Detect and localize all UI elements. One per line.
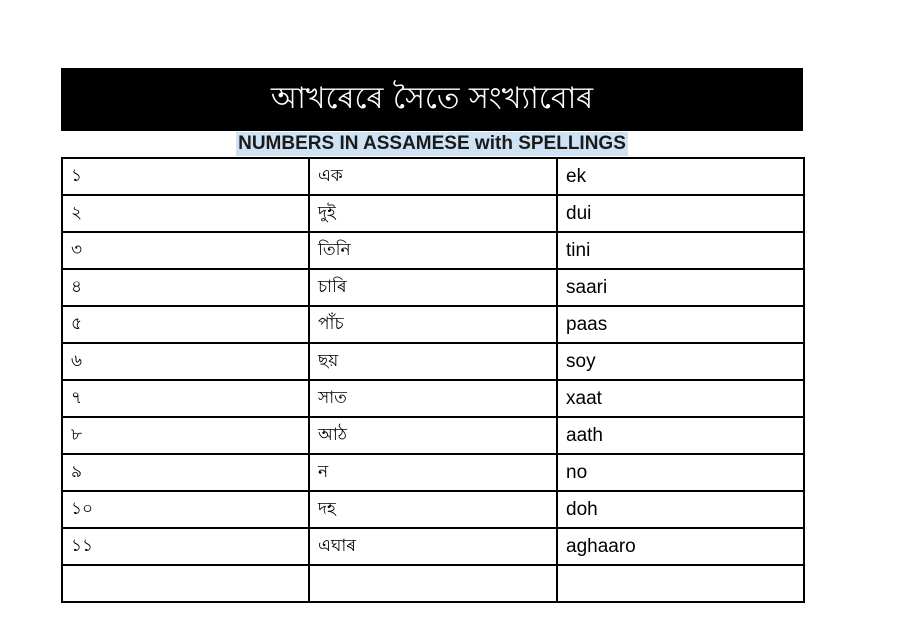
- assamese-word-cell: দুই: [309, 195, 557, 232]
- empty-cell: [62, 565, 309, 602]
- numeral-cell: ৬: [62, 343, 309, 380]
- numeral-cell: ৯: [62, 454, 309, 491]
- assamese-word-cell: এক: [309, 158, 557, 195]
- subtitle-container: [61, 131, 803, 157]
- spelling-cell: ek: [557, 158, 804, 195]
- numeral-cell: ৮: [62, 417, 309, 454]
- numeral-cell: ১১: [62, 528, 309, 565]
- empty-cell: [557, 565, 804, 602]
- assamese-word-cell: ছয়: [309, 343, 557, 380]
- table-row: [62, 380, 804, 417]
- assamese-word-cell: এঘাৰ: [309, 528, 557, 565]
- numbers-table-body: [62, 158, 804, 602]
- table-row: [62, 269, 804, 306]
- spelling-cell: aghaaro: [557, 528, 804, 565]
- table-row: [62, 528, 804, 565]
- spelling-cell: paas: [557, 306, 804, 343]
- numeral-cell: ১০: [62, 491, 309, 528]
- spelling-cell: no: [557, 454, 804, 491]
- table-row: [62, 491, 804, 528]
- table-row: [62, 232, 804, 269]
- numeral-cell: ৪: [62, 269, 309, 306]
- numeral-cell: ৩: [62, 232, 309, 269]
- table-row: [62, 343, 804, 380]
- spelling-cell: tini: [557, 232, 804, 269]
- assamese-word-cell: ন: [309, 454, 557, 491]
- numeral-cell: ৫: [62, 306, 309, 343]
- spelling-cell: doh: [557, 491, 804, 528]
- assamese-word-cell: পাঁচ: [309, 306, 557, 343]
- assamese-word-cell: আঠ: [309, 417, 557, 454]
- document-subtitle: NUMBERS IN ASSAMESE with SPELLINGS: [238, 133, 626, 154]
- table-row: [62, 417, 804, 454]
- spelling-cell: saari: [557, 269, 804, 306]
- table-row-partial: [62, 565, 804, 602]
- table-row: [62, 158, 804, 195]
- numbers-table: [61, 157, 805, 603]
- assamese-word-cell: তিনি: [309, 232, 557, 269]
- document-title: আখৰেৰে সৈতে সংখ্যাবোৰ: [61, 68, 803, 131]
- assamese-word-cell: দহ: [309, 491, 557, 528]
- spelling-cell: xaat: [557, 380, 804, 417]
- spelling-cell: soy: [557, 343, 804, 380]
- empty-cell: [309, 565, 557, 602]
- numeral-cell: ১: [62, 158, 309, 195]
- table-row: [62, 195, 804, 232]
- assamese-word-cell: সাত: [309, 380, 557, 417]
- spelling-cell: aath: [557, 417, 804, 454]
- table-row: [62, 306, 804, 343]
- numeral-cell: ৭: [62, 380, 309, 417]
- numeral-cell: ২: [62, 195, 309, 232]
- assamese-word-cell: চাৰি: [309, 269, 557, 306]
- spelling-cell: dui: [557, 195, 804, 232]
- table-row: [62, 454, 804, 491]
